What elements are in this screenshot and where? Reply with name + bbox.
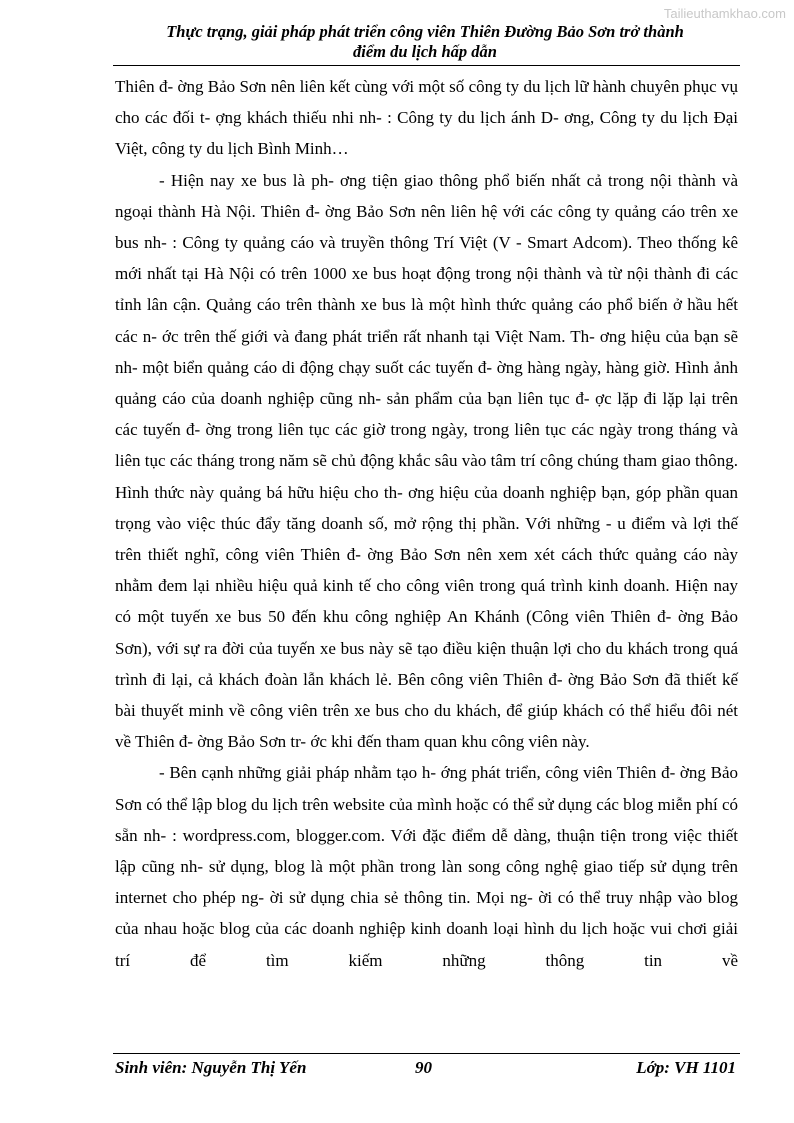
- paragraph-2: - Hiện nay xe bus là ph- ơng tiện giao thông phổ biến nhất cả trong nội thành và ngoại thành Hà Nội. Thiên đ- ờng Bảo Sơn nên liên hệ với các công ty quảng cáo trên xe bus nh- : Công ty quảng cáo và truyền thông Trí Việt (V - Smart Adcom). Theo thống kê mới nhất tại Hà Nội có trên 1000 xe bus hoạt động trong nội thành và từ nội thành đi các tỉnh lân cận. Quảng cáo trên thành xe bus là một hình thức quảng cáo phổ biến ở hầu hết các n- ớc trên thế giới và đang phát triển rất nhanh tại Việt Nam. Th- ơng hiệu của bạn sẽ nh- một biển quảng cáo di động chạy suốt các tuyến đ- ờng hàng ngày, hàng giờ. Hình ảnh quảng cáo của doanh nghiệp cũng nh- sản phẩm của bạn liên tục đ- ợc lặp đi lặp lại trên các tuyến đ- ờng trong liên tục các giờ trong ngày, trong liên tục các ngày trong tháng và liên tục các tháng trong năm sẽ chủ động khắc sâu vào tâm trí công chúng tham giao thông. Hình thức này quảng bá hữu hiệu cho th- ơng hiệu của doanh nghiệp bạn, góp phần quan trọng vào việc thúc đẩy tăng doanh số, mở rộng thị phần. Với những - u điểm và lợi thế trên thiết nghĩ, công viên Thiên đ- ờng Bảo Sơn nên xem xét cách thức quảng cáo này nhằm đem lại nhiều hiệu quả kinh tế cho công viên trong quá trình kinh doanh. Hiện nay có một tuyến xe bus 50 đến khu công nghiệp An Khánh (Công viên Thiên đ- ờng Bảo Sơn), với sự ra đời của tuyến xe bus này sẽ tạo điều kiện thuận lợi cho du khách trong quá trình đi lại, cả khách đoàn lẫn khách lẻ. Bên công viên Thiên đ- ờng Bảo Sơn đã thiết kế bài thuyết minh về công viên trên xe bus cho du khách, để giúp khách có thể hiểu đôi nét về Thiên đ- ờng Bảo Sơn tr- ớc khi đến tham quan khu công viên này.: [115, 170, 738, 752]
- paragraph-3: - Bên cạnh những giải pháp nhằm tạo h- ớng phát triển, công viên Thiên đ- ờng Bảo Sơn có thể lập blog du lịch trên website của mình hoặc có thể sử dụng các blog miễn phí có sẵn nh- : wordpress.com, blogger.com. Với đặc điểm dễ dàng, thuận tiện trong việc thiết lập cũng nh- sử dụng, blog là một phần trong làn song công nghệ giao tiếp sử dụng trên internet cho phép ng- ời sử dụng chia sẻ thông tin. Mọi ng- ời có thể truy nhập vào blog của nhau hoặc blog của các doanh nghiệp kinh doanh loại hình du lịch hoặc vui chơi giải trí để tìm kiếm những thông tin về: [115, 763, 738, 970]
- footer-page-number: 90: [415, 1058, 432, 1077]
- page-header: [110, 22, 740, 62]
- header-title-line-1: Thực trạng, giải pháp phát triển công viên Thiên Đường Bảo Sơn trở thành: [166, 22, 684, 41]
- footer-student-name: Sinh viên: Nguyễn Thị Yến: [115, 1058, 307, 1077]
- footer-divider: [113, 1053, 740, 1054]
- watermark: Tailieuthamkhao.com: [663, 6, 786, 21]
- paragraph-1: Thiên đ- ờng Bảo Sơn nên liên kết cùng với một số công ty du lịch lữ hành chuyên phục vụ cho các đối t- ợng khách thiếu nhi nh- : Công ty du lịch ánh D- ơng, Công ty du lịch Đại Việt, công ty du lịch Bình Minh…: [115, 77, 738, 159]
- footer-class: Lớp: VH 1101: [636, 1058, 736, 1077]
- header-divider: [113, 65, 740, 66]
- document-body: [115, 71, 738, 976]
- page-footer: [115, 1058, 738, 1082]
- header-title-line-2: điểm du lịch hấp dẫn: [353, 42, 497, 61]
